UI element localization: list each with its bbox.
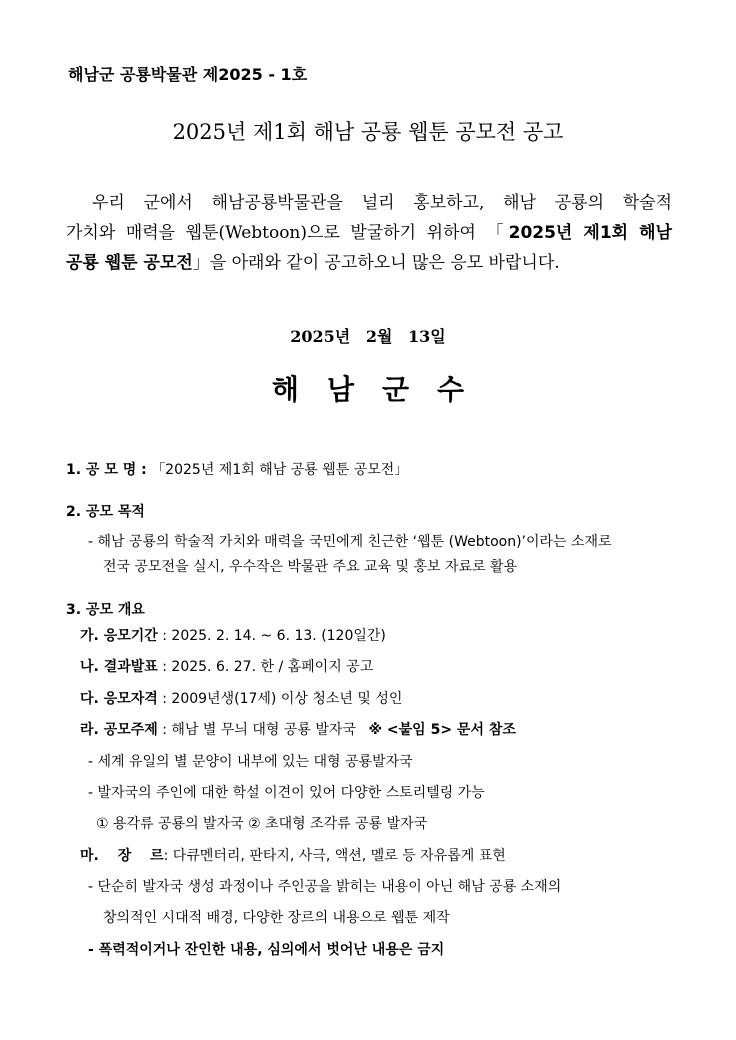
genre-bullet-1-line-2: 창의적인 시대적 배경, 다양한 장르의 내용으로 웹툰 제작: [103, 910, 450, 926]
result-row: [80, 656, 373, 676]
section-2-line-2: 전국 공모전을 실시, 우수작은 박물관 주요 교육 및 홍보 자료로 활용: [103, 559, 518, 575]
intro-line-3-text: 」을 아래와 같이 공고하오니 많은 응모 바랍니다.: [192, 253, 560, 273]
document-number: 해남군 공룡박물관 제2025 - 1호: [68, 65, 308, 84]
genre-bullet-2: - 폭력적이거나 잔인한 내용, 심의에서 벗어난 내용은 금지: [88, 942, 445, 958]
result-label: 나. 결과발표: [80, 659, 158, 675]
period-row: [80, 625, 386, 645]
section-1: [66, 459, 408, 479]
theme-bullet-1: - 세계 유일의 별 문양이 내부에 있는 대형 공룡발자국: [88, 754, 413, 770]
period-value: : 2025. 2. 14. ~ 6. 13. (120일간): [162, 628, 386, 644]
theme-types: ① 용각류 공룡의 발자국 ② 초대형 조각류 공룡 발자국: [96, 816, 428, 832]
intro-line-2-text: 가치와 매력을 웹툰(Webtoon)으로 발굴하기 위하여 「: [66, 223, 509, 243]
intro-line-2: [66, 218, 672, 248]
intro-paragraph: [66, 188, 672, 278]
intro-contest-name-part2: 공룡 웹툰 공모전: [66, 253, 193, 273]
period-label: 가. 응모기간: [80, 628, 158, 644]
theme-label: 라. 공모주제: [80, 722, 158, 738]
issuer-name: 해남군수: [271, 373, 493, 406]
section-2-line-1: - 해남 공룡의 학술적 가치와 매력을 국민에게 친근한 ‘웹툰 (Webtoon)’이라는 소재로: [88, 534, 612, 550]
eligibility-label: 다. 응모자격: [80, 691, 158, 707]
document-title: 2025년 제1회 해남 공룡 웹툰 공모전 공고: [172, 120, 564, 144]
genre-label: 마. 장 르: [80, 848, 164, 864]
genre-bullet-1-line-1: - 단순히 발자국 생성 과정이나 주인공을 밝히는 내용이 아닌 해남 공룡 소재의: [88, 879, 562, 895]
notice-date: 2025년 2월 13일: [290, 327, 446, 346]
section-3-heading: 3. 공모 개요: [66, 602, 145, 618]
intro-line-1: 우리 군에서 해남공룡박물관을 널리 홍보하고, 해남 공룡의 학술적: [92, 193, 672, 213]
theme-row: [80, 719, 516, 739]
eligibility-row: [80, 688, 402, 708]
theme-bullet-2: - 발자국의 주인에 대한 학설 이견이 있어 다양한 스토리텔링 가능: [88, 785, 485, 801]
intro-line-3: [66, 248, 672, 278]
eligibility-value: : 2009년생(17세) 이상 청소년 및 성인: [162, 691, 403, 707]
section-1-value: 「2025년 제1회 해남 공룡 웹툰 공모전」: [151, 462, 409, 478]
theme-note: ※ <붙임 5> 문서 참조: [368, 722, 516, 738]
result-value: : 2025. 6. 27. 한 / 홈페이지 공고: [162, 659, 374, 675]
section-2-heading: 2. 공모 목적: [66, 504, 145, 520]
genre-row: [80, 845, 506, 865]
genre-value: : 다큐멘터리, 판타지, 사극, 액션, 멜로 등 자유롭게 표현: [163, 848, 506, 864]
section-1-heading: 1. 공 모 명 :: [66, 462, 147, 478]
intro-contest-name-part1: 2025년 제1회 해남: [508, 223, 672, 243]
theme-value: : 해남 별 무늬 대형 공룡 발자국: [162, 722, 356, 738]
